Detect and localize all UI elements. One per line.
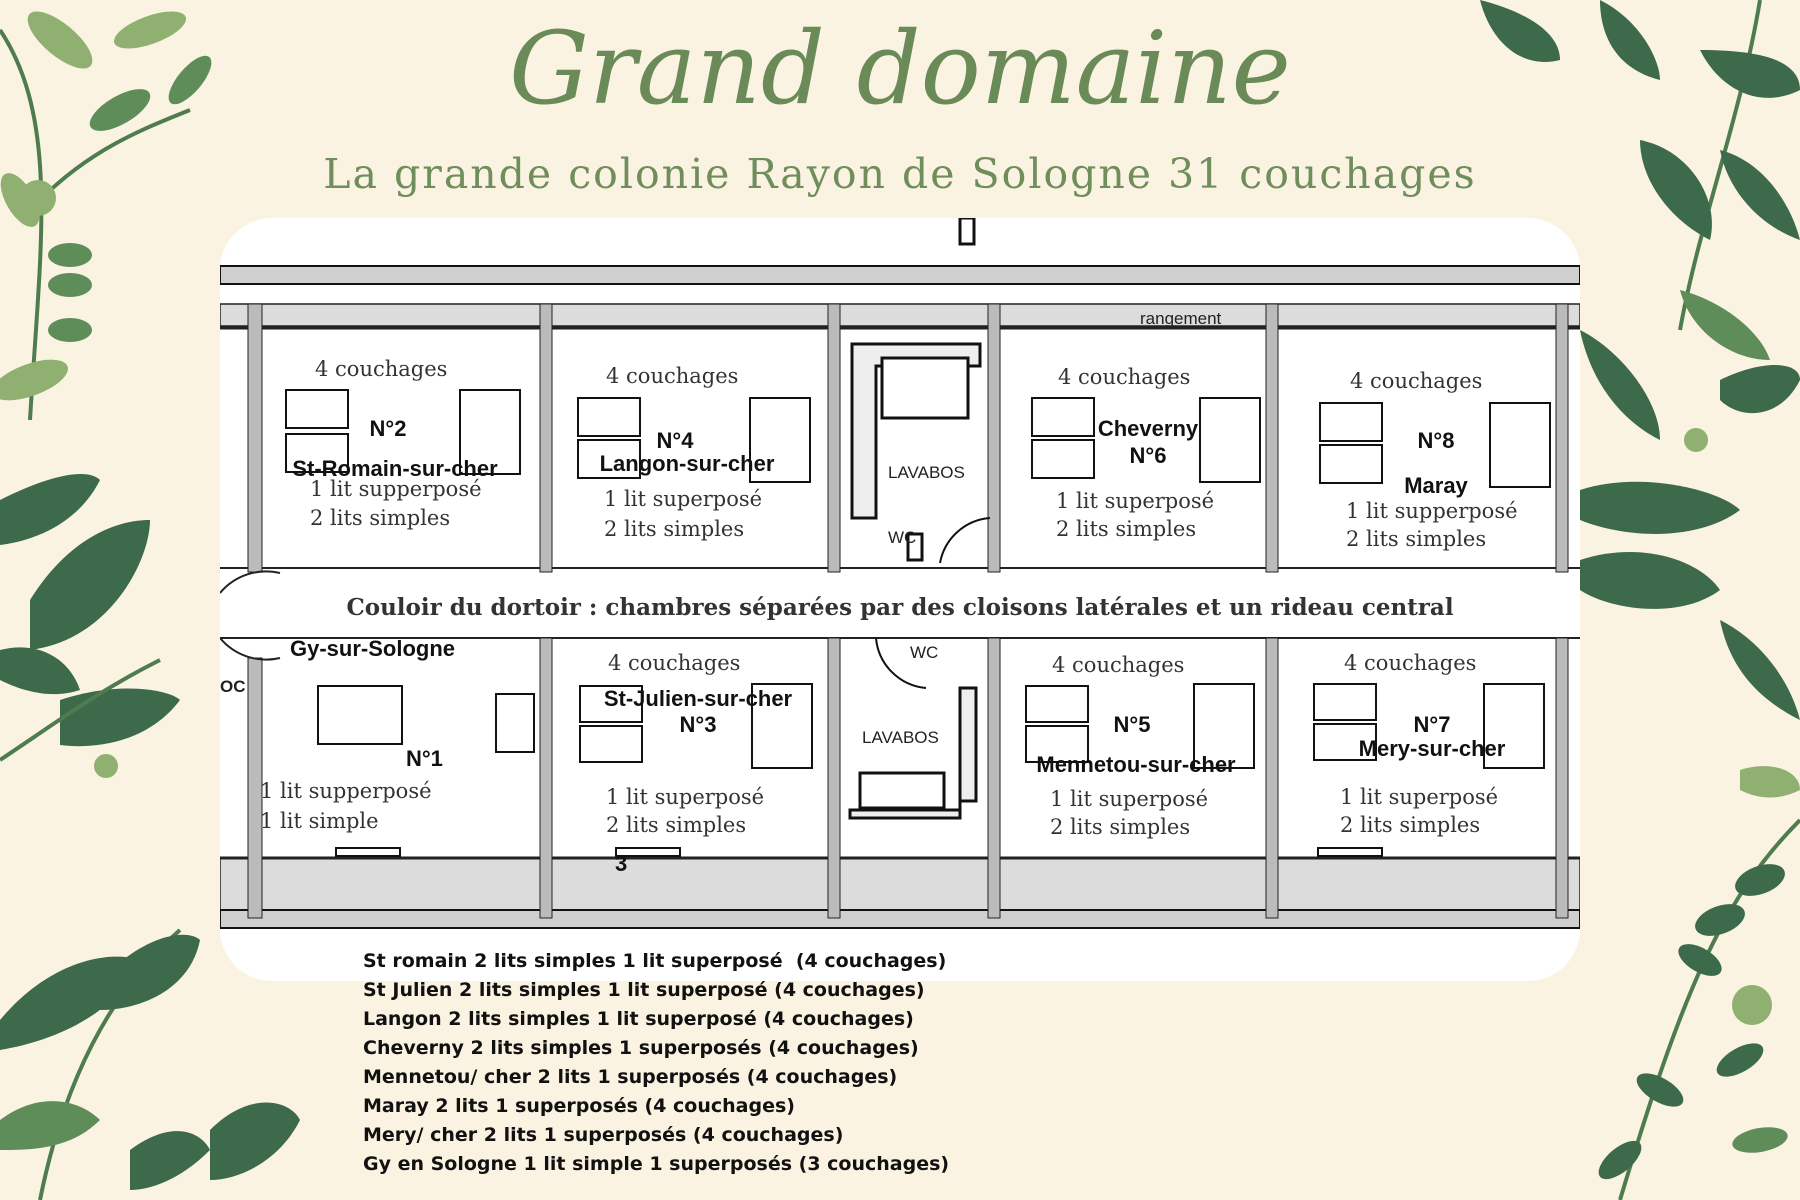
room-bed-line: 2 lits simples	[604, 517, 745, 541]
room-bed-line: 2 lits simples	[1056, 517, 1197, 541]
stray-number: 3	[615, 851, 628, 876]
room-bed-line: 2 lits simples	[1050, 815, 1191, 839]
room-bed-line: 1 lit supperposé	[1346, 499, 1518, 523]
wc-label-top: WC	[888, 528, 917, 547]
room-capacity: 4 couchages	[1350, 369, 1483, 393]
page-subtitle: La grande colonie Rayon de Sologne 31 couchages	[323, 150, 1477, 198]
room-name: Mery-sur-cher	[1358, 736, 1506, 761]
summary-line: Mery/ cher 2 lits 1 superposés (4 couchages)	[363, 1124, 844, 1146]
floor-plan-panel	[220, 218, 1580, 981]
room-name: Mennetou-sur-cher	[1036, 752, 1236, 777]
room-n7	[1340, 651, 1506, 837]
room-name: Langon-sur-cher	[599, 451, 775, 476]
room-name: Maray	[1404, 473, 1468, 498]
summary-line: Gy en Sologne 1 lit simple 1 superposés (3 couchages)	[363, 1153, 950, 1175]
room-bed-line: 1 lit supperposé	[260, 779, 432, 803]
room-bed-line: 1 lit superposé	[606, 785, 765, 809]
room-bed-line: 2 lits simples	[1346, 527, 1487, 551]
summary-line: Mennetou/ cher 2 lits 1 superposés (4 couchages)	[363, 1066, 898, 1088]
beds	[286, 390, 1550, 768]
room-bed-line: 1 lit supperposé	[310, 477, 482, 501]
summary-line: Maray 2 lits 1 superposés (4 couchages)	[363, 1095, 795, 1117]
room-bed-line: 1 lit superposé	[1056, 489, 1215, 513]
summary-line: Cheverny 2 lits simples 1 superposés (4 couchages)	[363, 1037, 919, 1059]
room-number: N°1	[406, 746, 443, 771]
room-capacity: 4 couchages	[608, 651, 741, 675]
floor-plan	[220, 218, 1580, 981]
summary-line: St Julien 2 lits simples 1 lit superposé (4 couchages)	[363, 979, 925, 1001]
room-bed-line: 1 lit superposé	[1050, 787, 1209, 811]
room-bed-line: 2 lits simples	[1340, 813, 1481, 837]
basins-label-top: LAVABOS	[888, 463, 965, 482]
room-name: St-Romain-sur-cher	[292, 456, 498, 481]
room-name: Gy-sur-Sologne	[290, 636, 456, 661]
room-number: N°2	[369, 416, 407, 441]
room-number: N°5	[1113, 712, 1151, 737]
room-capacity: 4 couchages	[315, 357, 448, 381]
room-name: Cheverny	[1097, 416, 1199, 441]
room-bed-line: 2 lits simples	[606, 813, 747, 837]
room-number: N°3	[679, 712, 717, 737]
corridor-label: Couloir du dortoir : chambres séparées par des cloisons latérales et un rideau central	[346, 594, 1454, 621]
windows	[336, 848, 1382, 856]
room-n4	[600, 364, 775, 541]
room-bed-line: 1 lit superposé	[604, 487, 763, 511]
room-bed-line: 1 lit superposé	[1340, 785, 1499, 809]
room-summary-list	[363, 947, 949, 1179]
page-title: Grand domaine	[509, 10, 1291, 127]
room-bed-line: 2 lits simples	[310, 506, 451, 530]
room-number: N°8	[1417, 428, 1455, 453]
room-bed-line: 1 lit simple	[260, 809, 379, 833]
storage-label: rangement	[1140, 309, 1222, 328]
room-capacity: 4 couchages	[1058, 365, 1191, 389]
summary-line: St romain 2 lits simples 1 lit superposé (4 couchages)	[363, 950, 947, 972]
room-capacity: 4 couchages	[606, 364, 739, 388]
room-number: N°6	[1129, 443, 1167, 468]
oc-label: OC	[220, 677, 246, 696]
room-capacity: 4 couchages	[1344, 651, 1477, 675]
room-capacity: 4 couchages	[1052, 653, 1185, 677]
summary-line: Langon 2 lits simples 1 lit superposé (4 couchages)	[363, 1008, 914, 1030]
wc-label-bottom: WC	[910, 643, 939, 662]
basins-label-bottom: LAVABOS	[862, 728, 939, 747]
room-number: N°4	[656, 428, 694, 453]
room-name: St-Julien-sur-cher	[603, 686, 793, 711]
room-number: N°7	[1413, 712, 1451, 737]
